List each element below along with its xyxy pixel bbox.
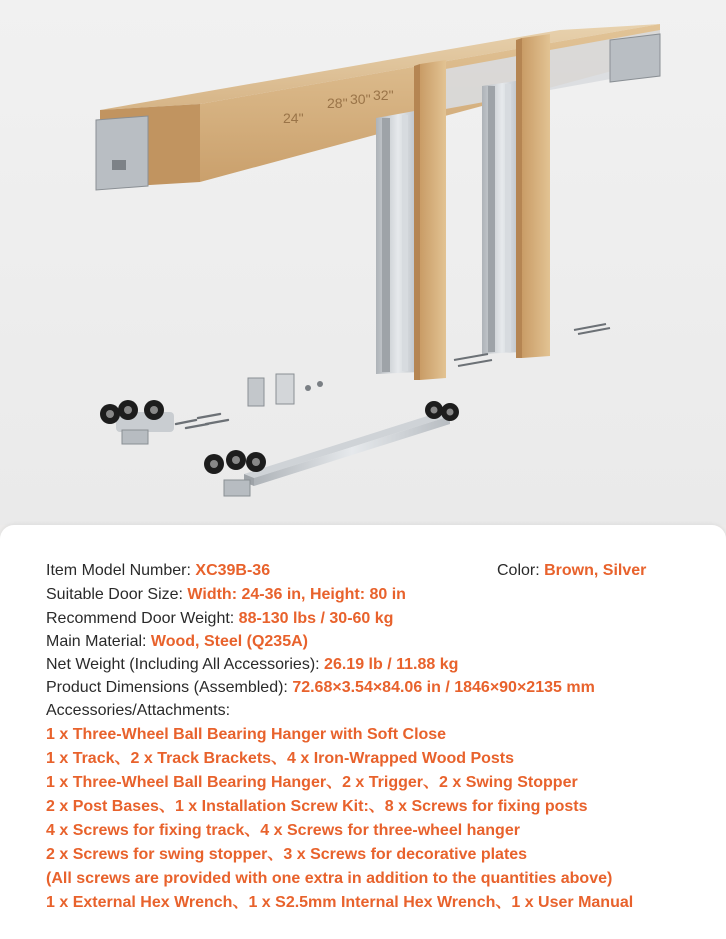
color-row <box>497 561 646 581</box>
color-label: Color: <box>497 562 545 579</box>
wheel-hanger-left <box>100 400 174 444</box>
model-number-label: Item Model Number: <box>46 562 196 579</box>
mark-32: 32" <box>373 87 394 103</box>
door-weight-row <box>46 609 393 629</box>
mark-30: 30" <box>350 91 371 107</box>
color-value: Brown, Silver <box>544 562 647 579</box>
door-size-value: Width: 24-36 in, Height: 80 in <box>187 586 406 603</box>
model-number-row <box>46 561 270 581</box>
track-assembly <box>204 401 459 496</box>
accessory-item: 1 x Three-Wheel Ball Bearing Hanger、2 x Trigger、2 x Swing Stopper <box>46 774 578 791</box>
mark-28: 28" <box>327 95 348 111</box>
accessory-item: 1 x Track、2 x Track Brackets、4 x Iron-Wrapped Wood Posts <box>46 750 515 767</box>
swing-stoppers <box>248 374 323 406</box>
accessory-item: 2 x Post Bases、1 x Installation Screw Kit:、8 x Screws for fixing posts <box>46 798 588 815</box>
door-size-label: Suitable Door Size: <box>46 586 188 603</box>
model-number-value: XC39B-36 <box>195 562 271 579</box>
dimensions-row <box>46 678 595 698</box>
material-label: Main Material: <box>46 633 151 650</box>
door-weight-label: Recommend Door Weight: <box>46 610 239 627</box>
dimensions-label: Product Dimensions (Assembled): <box>46 679 293 696</box>
door-size-row <box>46 585 406 605</box>
material-value: Wood, Steel (Q235A) <box>150 633 308 650</box>
net-weight-value: 26.19 lb / 11.88 kg <box>324 656 459 673</box>
net-weight-label: Net Weight (Including All Accessories): <box>46 656 325 673</box>
end-bracket-left <box>96 116 148 190</box>
screw-set-mid <box>454 354 492 366</box>
screw-set-right <box>574 324 610 334</box>
end-bracket-right <box>610 34 660 82</box>
material-row <box>46 632 308 652</box>
loose-screws <box>176 414 228 428</box>
accessory-item: 1 x Three-Wheel Ball Bearing Hanger with Soft Close <box>46 726 447 743</box>
door-weight-value: 88-130 lbs / 30-60 kg <box>238 610 394 627</box>
accessory-item: 1 x External Hex Wrench、1 x S2.5mm Internal Hex Wrench、1 x User Manual <box>46 894 634 911</box>
accessory-item: 4 x Screws for fixing track、4 x Screws for three-wheel hanger <box>46 822 520 839</box>
net-weight-row <box>46 655 458 675</box>
accessories-heading: Accessories/Attachments: <box>46 702 231 719</box>
mark-24: 24" <box>283 110 304 126</box>
accessory-item: (All screws are provided with one extra in addition to the quantities above) <box>46 870 613 887</box>
dimensions-value: 72.68×3.54×84.06 in / 1846×90×2135 mm <box>292 679 595 696</box>
accessory-item: 2 x Screws for swing stopper、3 x Screws for decorative plates <box>46 846 528 863</box>
